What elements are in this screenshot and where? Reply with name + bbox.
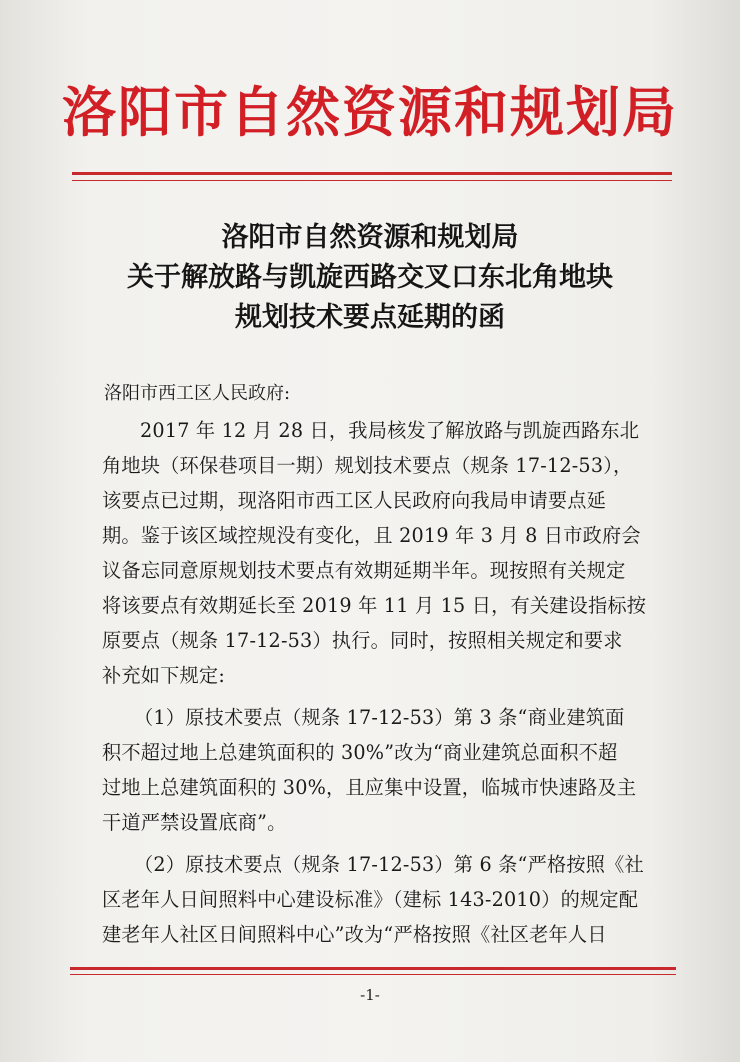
document-title-line-2: 关于解放路与凯旋西路交叉口东北角地块 xyxy=(127,262,613,293)
body-line: （1）原技术要点（规条 17-12-53）第 3 条“商业建筑面 xyxy=(134,706,625,729)
salutation: 洛阳市西工区人民政府: xyxy=(104,383,291,404)
body-line: 2017 年 12 月 28 日，我局核发了解放路与凯旋西路东北 xyxy=(140,419,640,442)
body-line: 建老年人社区日间照料中心”改为“严格按照《社区老年人日 xyxy=(102,923,607,946)
page-number: -1- xyxy=(360,986,380,1004)
body-line: 补充如下规定: xyxy=(102,664,225,687)
body-line: 区老年人日间照料中心建设标准》（建标 143-2010）的规定配 xyxy=(102,888,639,911)
body-line: 原要点（规条 17-12-53）执行。同时，按照相关规定和要求 xyxy=(102,629,623,652)
body-line: 该要点已过期，现洛阳市西工区人民政府向我局申请要点延 xyxy=(102,489,607,512)
document-title-line-1: 洛阳市自然资源和规划局 xyxy=(221,222,519,253)
body-line: 过地上总建筑面积的 30%，且应集中设置，临城市快速路及主 xyxy=(102,776,637,799)
body-line: 角地块（环保巷项目一期）规划技术要点（规条 17-12-53）， xyxy=(102,454,633,477)
body-line: 将该要点有效期延长至 2019 年 11 月 15 日，有关建设指标按 xyxy=(102,594,647,617)
body-line: 干道严禁设置底商”。 xyxy=(102,811,287,834)
letterhead-title: 洛阳市自然资源和规划局 xyxy=(62,80,678,144)
letterhead-red-rule xyxy=(72,172,672,175)
body-line: （2）原技术要点（规条 17-12-53）第 6 条“严格按照《社 xyxy=(134,853,644,876)
body-line: 积不超过地上总建筑面积的 30%”改为“商业建筑总面积不超 xyxy=(102,741,618,764)
footer-red-rule xyxy=(70,967,676,970)
body-line: 议备忘同意原规划技术要点有效期延期半年。现按照有关规定 xyxy=(102,559,626,582)
letterhead-red-rule-thin xyxy=(72,180,672,181)
footer-red-rule-thin xyxy=(70,974,676,975)
body-line: 期。鉴于该区域控规没有变化，且 2019 年 3 月 8 日市政府会 xyxy=(102,524,641,547)
document-title-line-3: 规划技术要点延期的函 xyxy=(235,302,505,333)
